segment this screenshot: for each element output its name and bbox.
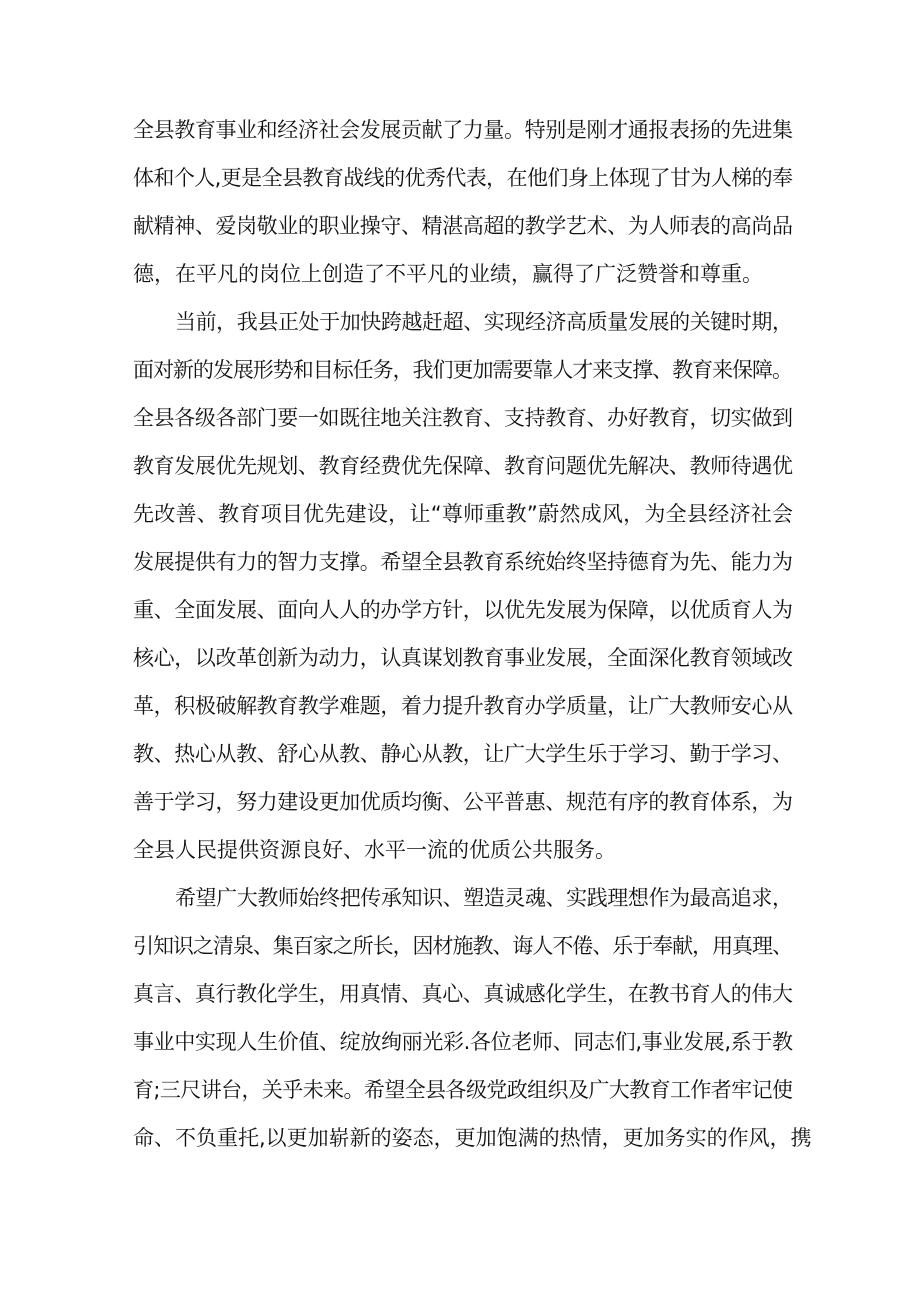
text-line: 事业中实现人生价值、绽放绚丽光彩.各位老师、同志们,事业发展,系于教 xyxy=(133,1030,793,1054)
text-line: 善于学习，努力建设更加优质均衡、公平普惠、规范有序的教育体系，为 xyxy=(133,790,793,814)
text-line: 真言、真行教化学生，用真情、真心、真诚感化学生，在教书育人的伟大 xyxy=(133,982,793,1006)
text-line: 体和个人,更是全县教育战线的优秀代表，在他们身上体现了甘为人梯的奉 xyxy=(133,166,793,190)
text-line: 重、全面发展、面向人人的办学方针，以优先发展为保障，以优质育人为 xyxy=(133,598,793,622)
text-line: 引知识之清泉、集百家之所长，因材施教、诲人不倦、乐于奉献，用真理、 xyxy=(133,934,792,958)
paragraph xyxy=(133,106,793,298)
text-line: 全县教育事业和经济社会发展贡献了力量。特别是刚才通报表扬的先进集 xyxy=(133,118,793,142)
paragraph xyxy=(133,874,812,1162)
text-line: 核心，以改革创新为动力，认真谋划教育事业发展，全面深化教育领域改 xyxy=(133,646,793,670)
text-line: 当前，我县正处于加快跨越赶超、实现经济高质量发展的关键时期， xyxy=(175,310,793,334)
text-line: 面对新的发展形势和目标任务，我们更加需要靠人才来支撑、教育来保障。 xyxy=(133,358,792,382)
text-line: 先改善、教育项目优先建设，让“尊师重教”蔚然成风，为全县经济社会 xyxy=(133,502,794,526)
paragraph xyxy=(133,298,793,874)
text-line: 全县人民提供资源良好、水平一流的优质公共服务。 xyxy=(133,838,616,862)
text-line: 发展提供有力的智力支撑。希望全县教育系统始终坚持德育为先、能力为 xyxy=(133,550,793,574)
text-line: 全县各级各部门要一如既往地关注教育、支持教育、办好教育，切实做到 xyxy=(133,406,793,430)
document-body xyxy=(133,106,812,1162)
text-line: 希望广大教师始终把传承知识、塑造灵魂、实践理想作为最高追求， xyxy=(175,886,793,910)
text-line: 教、热心从教、舒心从教、静心从教，让广大学生乐于学习、勤于学习、 xyxy=(133,742,793,766)
text-line: 命、不负重托,以更加崭新的姿态，更加饱满的热情，更加务实的作风，携 xyxy=(133,1126,812,1150)
text-line: 德，在平凡的岗位上创造了不平凡的业绩，赢得了广泛赞誉和尊重。 xyxy=(133,262,763,286)
text-line: 育;三尺讲台，关乎未来。希望全县各级党政组织及广大教育工作者牢记使 xyxy=(133,1078,793,1102)
text-line: 教育发展优先规划、教育经费优先保障、教育问题优先解决、教师待遇优 xyxy=(133,454,793,478)
text-line: 献精神、爱岗敬业的职业操守、精湛高超的教学艺术、为人师表的高尚品 xyxy=(133,214,793,238)
text-line: 革，积极破解教育教学难题，着力提升教育办学质量，让广大教师安心从 xyxy=(133,694,793,718)
